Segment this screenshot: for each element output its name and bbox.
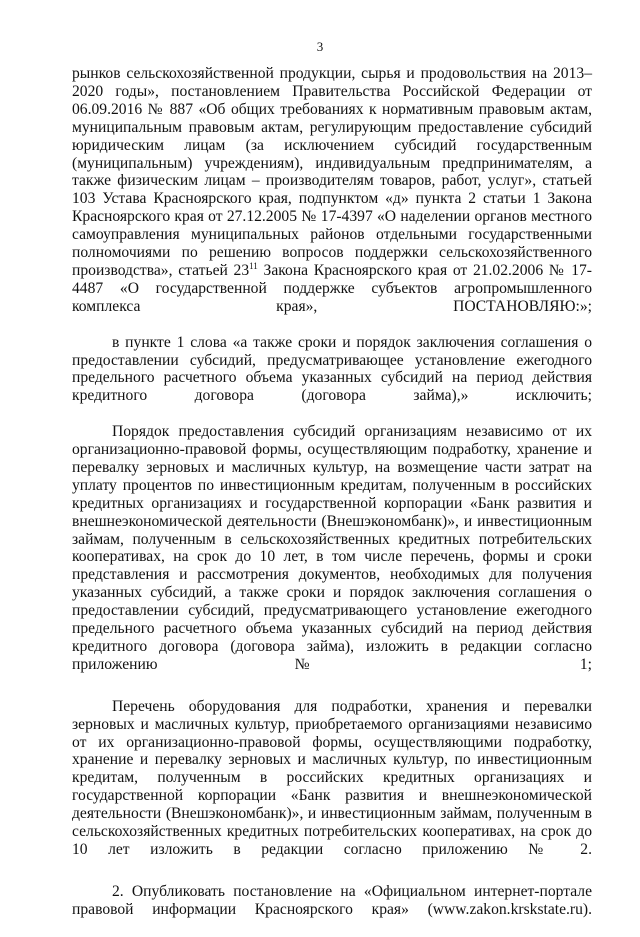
page-number: 3 [316,39,324,54]
document-body [72,65,592,937]
paragraph-equipment-list: Перечень оборудования для подработки, хранения и перевалки зерновых и масличных культур, приобретаемого организациями независимо от их организационно-правовой формы, осуществляющими подработку, хранение и перевалку зерновых и масличных культур, по инвестиционным кредитам, полученным в российских кредитных организациях и государственной корпорации «Банк развития и внешнеэкономической деятельности (Внешэкономбанк)», и инвестиционным займам, полученным в сельскохозяйственных кредитных потребительских кооперативах, на срок до 10 лет изложить в редакции согласно приложению № 2. [72,697,592,858]
paragraph-publish: 2. Опубликовать постановление на «Официальном интернет-портале правовой информации Красноярского края» (www.zakon.krskstate.ru). [72,882,592,918]
paragraph-legal-basis-end: Закона Красноярского края от 21.02.2006 № 17-4487 «О государственной поддержке субъектов агропромышленного комплекса края», ПОСТАНОВЛЯЮ:»; [72,261,592,315]
article-superscript: 11 [249,260,258,271]
paragraph-legal-basis-text: рынков сельскохозяйственной продукции, сырья и продовольствия на 2013–2020 годы», постановлением Правительства Российской Федерации от 06.09.2016 № 887 «Об общих требованиях к нормативным правовым актам, муниципальным правовым актам, регулирующим предоставление субсидий юридическим лицам (за исключением субсидий государственным (муниципальным) учреждениям), индивидуальным предпринимателям, а также физическим лицам – производителям товаров, работ, услуг», статьей 103 Устава Красноярского края, подпунктом «д» пункта 2 статьи 1 Закона Красноярского края от 27.12.2005 № 17-4397 «О наделении органов местного самоуправления муниципальных районов отдельными государственными полномочиями по решению вопросов поддержки сельскохозяйственного производства», статьей 23 [72,65,592,279]
paragraph-point-1: в пункте 1 слова «а также сроки и порядок заключения соглашения о предоставлении субсидий, предусматривающее установление ежегодного предельного расчетного объема указанных субсидий на период действия кредитного договора (договора займа),» исключить; [72,333,592,405]
paragraph-legal-basis [72,65,592,334]
paragraph-procedure: Порядок предоставления субсидий организациям независимо от их организационно-правовой формы, осуществляющим подработку, хранение и перевалку зерновых и масличных культур, на возмещение части затрат на уплату процентов по инвестиционным кредитам, полученным в российских кредитных организациях и государственной корпорации «Банк развития и внешнеэкономической деятельности (Внешэкономбанк)», и инвестиционным займам, полученным в сельскохозяйственных кредитных потребительских кооперативах, на срок до 10 лет, в том числе перечень, формы и сроки представления и рассмотрения документов, необходимых для получения указанных субсидий, а также сроки и порядок заключения соглашения о предоставлении субсидий, предусматривающего установление ежегодного предельного расчетного объема указанных субсидий на период действия кредитного договора (договора займа), изложить в редакции согласно приложению № 1; [72,423,592,673]
